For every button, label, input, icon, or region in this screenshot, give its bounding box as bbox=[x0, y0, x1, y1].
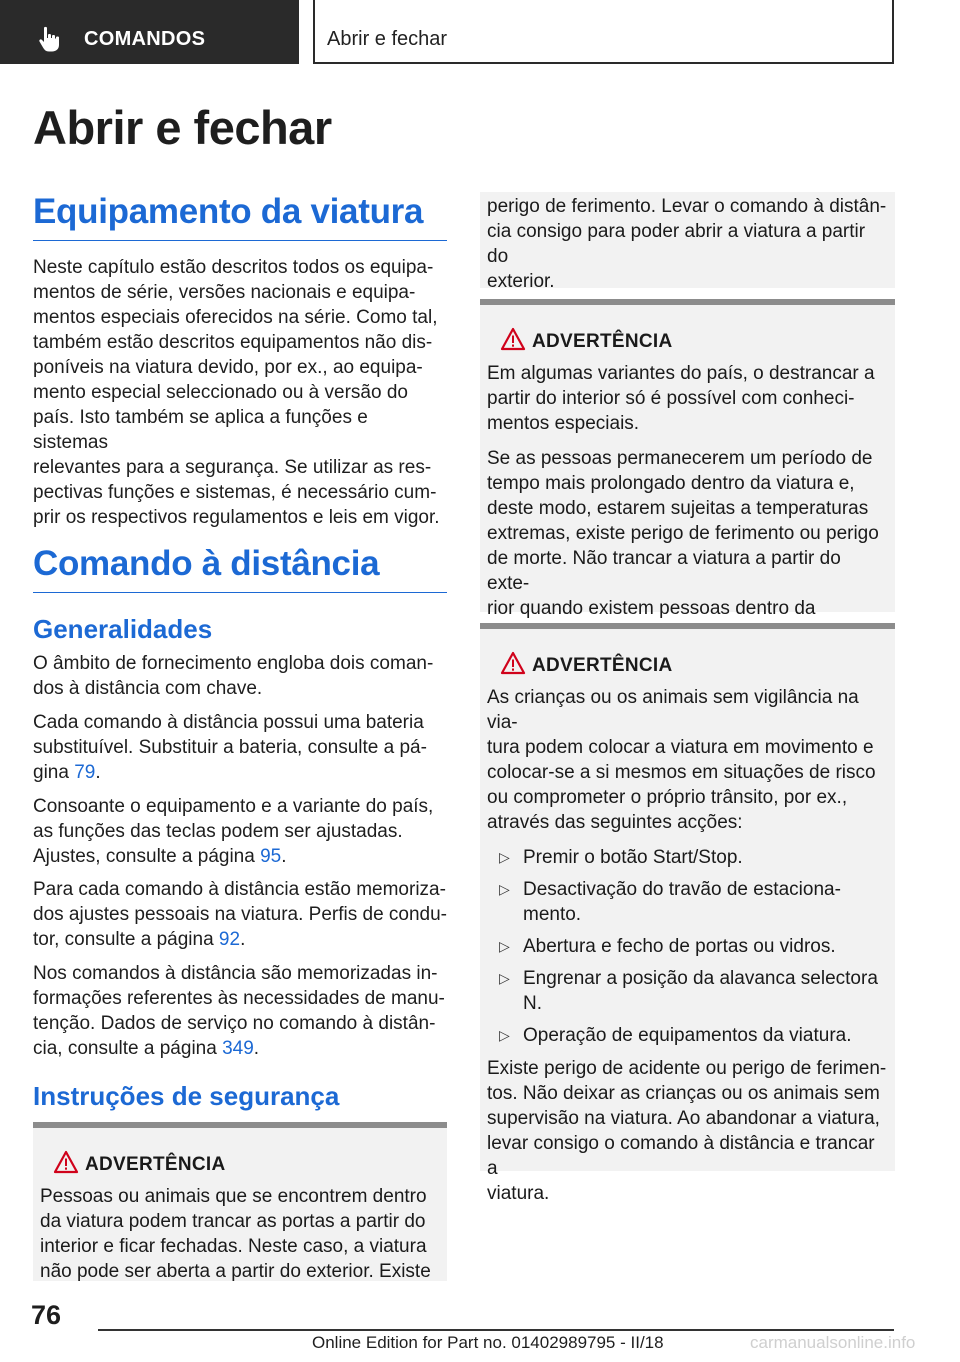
warning-bullet-list bbox=[487, 845, 888, 1048]
warning-title bbox=[487, 331, 888, 361]
text-line: tos. Não deixar as crianças ou os animais sem bbox=[487, 1083, 880, 1104]
warning-paragraph bbox=[487, 685, 888, 835]
warning-title-text: ADVERTÊNCIA bbox=[85, 1154, 226, 1175]
text-line: tura podem colocar a viatura em movimento e bbox=[487, 737, 874, 758]
text-line: relevantes para a segurança. Se utilizar as res- bbox=[33, 457, 432, 478]
warning-title-text: ADVERTÊNCIA bbox=[532, 655, 673, 676]
section-tab[interactable] bbox=[0, 0, 299, 64]
bullet-triangle-icon: ▷ bbox=[499, 1027, 510, 1043]
paragraph-equipamento bbox=[33, 255, 447, 530]
text-line: as funções das teclas podem ser ajustadas. bbox=[33, 821, 403, 842]
text-line: As crianças ou os animais sem vigilância na via- bbox=[487, 687, 859, 733]
text-line: Existe perigo de acidente ou perigo de ferimen- bbox=[487, 1058, 887, 1079]
warning-box-3 bbox=[480, 623, 895, 1204]
warning-paragraph bbox=[487, 194, 888, 294]
text-line bbox=[33, 760, 447, 785]
warning-paragraph bbox=[487, 361, 888, 436]
list-item bbox=[487, 1023, 888, 1048]
text-line: substituível. Substituir a bateria, consulte a pá- bbox=[33, 737, 427, 758]
footer-edition: Online Edition for Part no. 01402989795 - II/18 bbox=[312, 1333, 664, 1352]
text-line: Para cada comando à distância estão memoriza- bbox=[33, 879, 446, 900]
warning-box-2 bbox=[480, 299, 895, 619]
warning-triangle-icon bbox=[500, 651, 526, 675]
text-line: supervisão na viatura. Ao abandonar a viatura, bbox=[487, 1108, 880, 1129]
text-line: Cada comando à distância possui uma bateria bbox=[33, 712, 424, 733]
text-line: Se as pessoas permanecerem um período de bbox=[487, 448, 873, 469]
list-item bbox=[487, 877, 888, 927]
text-line: através das seguintes acções: bbox=[487, 812, 743, 833]
page-header bbox=[0, 0, 960, 66]
text-line: dos à distância com chave. bbox=[33, 678, 263, 699]
page-link-79[interactable]: 79 bbox=[74, 762, 96, 783]
text-line: colocar-se a si mesmos em situações de risco bbox=[487, 762, 876, 783]
text-line: rior quando existem pessoas dentro da bbox=[487, 598, 816, 619]
text-line: mento especial seleccionado ou à versão do bbox=[33, 382, 408, 403]
text-fragment: tor, consulte a página bbox=[33, 929, 219, 950]
bullet-triangle-icon: ▷ bbox=[499, 881, 510, 897]
text-line: Engrenar a posição da alavanca selectora bbox=[523, 968, 878, 989]
hand-pointer-icon bbox=[38, 26, 62, 52]
text-fragment: . bbox=[281, 846, 287, 867]
text-line: da viatura podem trancar as portas a partir do bbox=[40, 1211, 426, 1232]
warning-title bbox=[487, 655, 888, 685]
watermark: carmanualsonline.info bbox=[750, 1333, 916, 1352]
text-line: levar consigo o comando à distância e trancar a bbox=[487, 1133, 875, 1179]
text-line: partir do interior só é possível com conheci- bbox=[487, 388, 855, 409]
bullet-triangle-icon: ▷ bbox=[499, 938, 510, 954]
warning-box-1-continued bbox=[480, 192, 895, 292]
text-line: mentos de série, versões nacionais e equipa- bbox=[33, 282, 416, 303]
text-line: poníveis na viatura devido, por ex., ao equipa- bbox=[33, 357, 423, 378]
section-tab-label: COMANDOS bbox=[84, 28, 206, 50]
chapter-tab[interactable] bbox=[313, 0, 894, 64]
paragraph-generalidades-4 bbox=[33, 877, 447, 952]
text-line: perigo de ferimento. Levar o comando à distân- bbox=[487, 196, 887, 217]
text-line: não pode ser aberta a partir do exterior. Existe bbox=[40, 1261, 431, 1282]
text-line: dos ajustes pessoais na viatura. Perfis de condu- bbox=[33, 904, 448, 925]
paragraph-generalidades-2 bbox=[33, 710, 447, 785]
text-line: Pessoas ou animais que se encontrem dentro bbox=[40, 1186, 427, 1207]
text-line: Em algumas variantes do país, o destrancar a bbox=[487, 363, 875, 384]
page-number: 76 bbox=[31, 1300, 62, 1330]
text-line: mento. bbox=[523, 904, 582, 925]
text-line: deste modo, estarem sujeitas a temperaturas bbox=[487, 498, 869, 519]
text-line: exterior. bbox=[487, 271, 555, 292]
text-line: viatura. bbox=[487, 1183, 550, 1204]
text-line bbox=[33, 927, 447, 952]
text-line: tempo mais prolongado dentro da viatura e, bbox=[487, 473, 855, 494]
text-line: Neste capítulo estão descritos todos os equipa- bbox=[33, 257, 434, 278]
text-line: O âmbito de fornecimento engloba dois coman- bbox=[33, 653, 434, 674]
chapter-tab-label: Abrir e fechar bbox=[327, 28, 448, 50]
warning-paragraph bbox=[487, 446, 888, 646]
text-line: país. Isto também se aplica a funções e sistemas bbox=[33, 407, 368, 453]
paragraph-generalidades-5 bbox=[33, 961, 447, 1061]
heading-generalidades: Generalidades bbox=[33, 614, 213, 644]
paragraph-generalidades-1 bbox=[33, 651, 447, 701]
text-fragment: gina bbox=[33, 762, 75, 783]
text-line: cia consigo para poder abrir a viatura a partir do bbox=[487, 221, 866, 267]
text-line: Operação de equipamentos da viatura. bbox=[523, 1025, 852, 1046]
text-line: interior e ficar fechadas. Neste caso, a viatura bbox=[40, 1236, 427, 1257]
warning-paragraph bbox=[487, 1056, 888, 1206]
text-line: mentos especiais. bbox=[487, 413, 640, 434]
warning-box-1 bbox=[33, 1122, 447, 1281]
heading-equipamento: Equipamento da viatura bbox=[33, 192, 447, 241]
page-link-92[interactable]: 92 bbox=[218, 929, 241, 950]
text-line: tenção. Dados de serviço no comando à distân- bbox=[33, 1013, 436, 1034]
text-fragment: cia, consulte a página bbox=[33, 1038, 223, 1059]
bullet-triangle-icon: ▷ bbox=[499, 849, 510, 865]
text-line: de morte. Não trancar a viatura a partir do exte- bbox=[487, 548, 841, 594]
page-title: Abrir e fechar bbox=[33, 101, 332, 154]
page-link-349[interactable]: 349 bbox=[222, 1038, 254, 1059]
text-line: N. bbox=[523, 993, 542, 1014]
bullet-triangle-icon: ▷ bbox=[499, 970, 510, 986]
page-link-95[interactable]: 95 bbox=[260, 846, 282, 867]
list-item bbox=[487, 845, 888, 870]
text-line: extremas, existe perigo de ferimento ou perigo bbox=[487, 523, 879, 544]
paragraph-generalidades-3 bbox=[33, 794, 447, 869]
text-line: Premir o botão Start/Stop. bbox=[523, 847, 743, 868]
text-line: ou comprometer o próprio trânsito, por ex., bbox=[487, 787, 848, 808]
text-line: mentos especiais oferecidos na série. Como tal, bbox=[33, 307, 438, 328]
warning-triangle-icon bbox=[500, 327, 526, 351]
warning-title-text: ADVERTÊNCIA bbox=[532, 331, 673, 352]
warning-paragraph bbox=[40, 1184, 440, 1284]
heading-comando: Comando à distância bbox=[33, 544, 447, 593]
text-line: formações referentes às necessidades de manu- bbox=[33, 988, 445, 1009]
text-line: Desactivação do travão de estaciona- bbox=[523, 879, 841, 900]
list-item bbox=[487, 934, 888, 959]
list-item bbox=[487, 966, 888, 1016]
text-fragment: . bbox=[253, 1038, 260, 1059]
text-line: prir os respectivos regulamentos e leis em vigor. bbox=[33, 507, 440, 528]
footer-divider bbox=[98, 1329, 894, 1331]
text-line bbox=[33, 1036, 447, 1061]
text-line: também estão descritos equipamentos não dis- bbox=[33, 332, 433, 353]
text-line: Consoante o equipamento e a variante do país, bbox=[33, 796, 434, 817]
text-fragment: . bbox=[95, 762, 101, 783]
text-fragment: . bbox=[240, 929, 246, 950]
text-line: pectivas funções e sistemas, é necessário cum- bbox=[33, 482, 437, 503]
text-line: Nos comandos à distância são memorizadas in- bbox=[33, 963, 438, 984]
text-line bbox=[33, 844, 447, 869]
heading-seguranca: Instruções de segurança bbox=[33, 1081, 340, 1111]
warning-title bbox=[40, 1154, 440, 1184]
warning-triangle-icon bbox=[53, 1150, 79, 1174]
text-line: Abertura e fecho de portas ou vidros. bbox=[523, 936, 836, 957]
text-fragment: Ajustes, consulte a página bbox=[33, 846, 261, 867]
